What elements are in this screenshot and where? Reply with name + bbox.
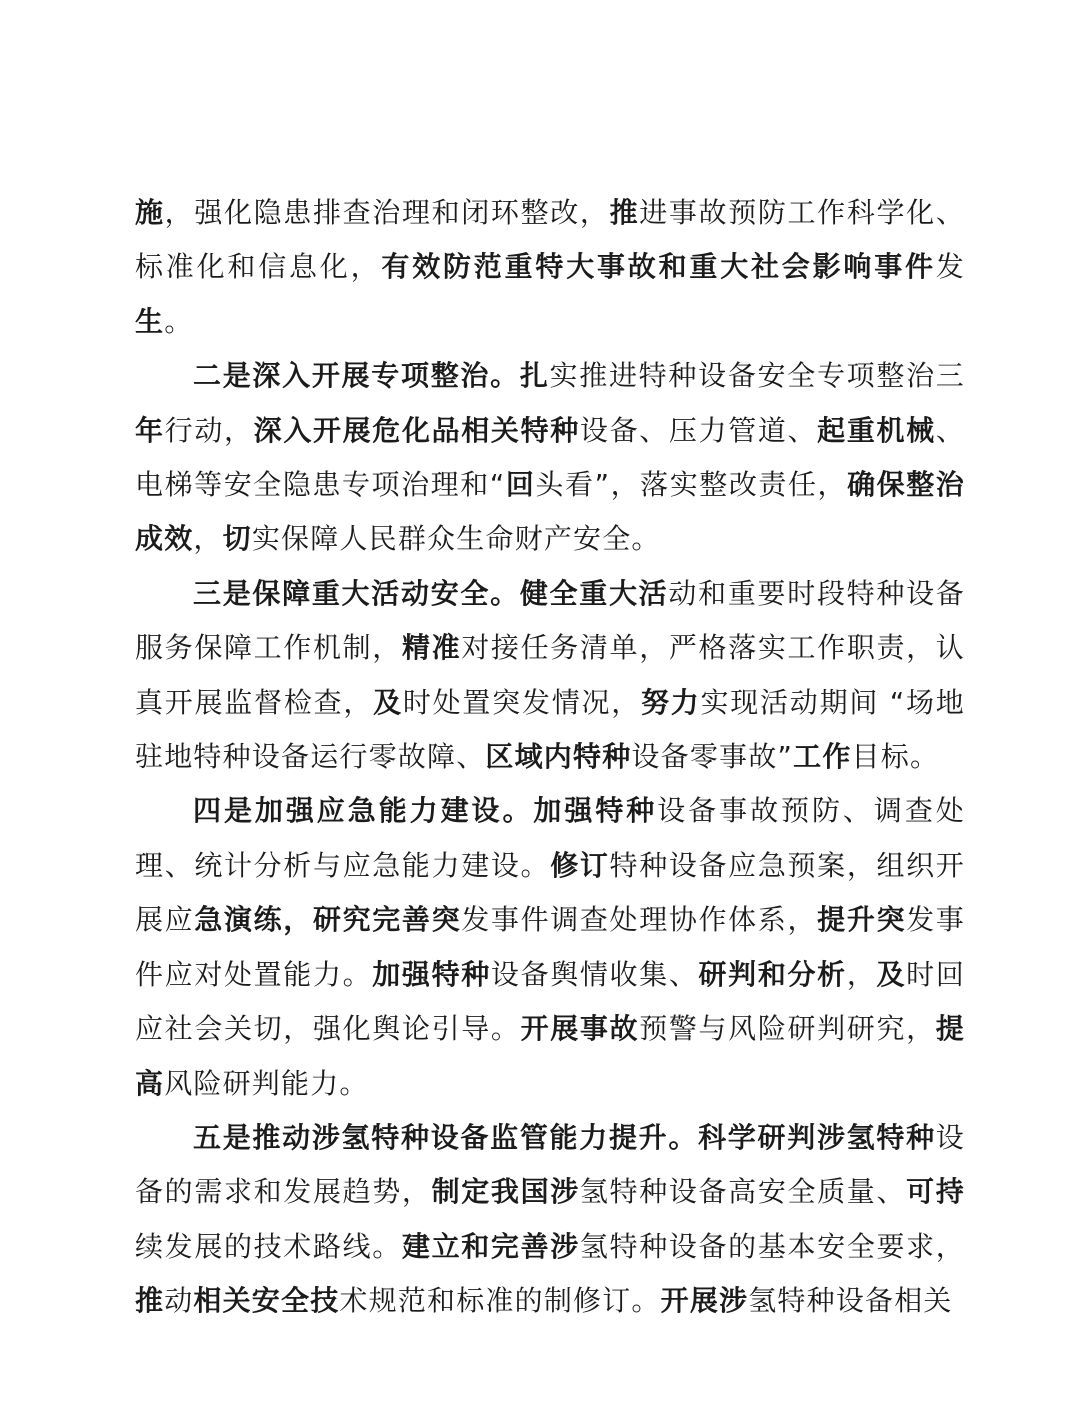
bold-text-segment: 年 [135,413,165,447]
paragraph [135,567,965,785]
bold-text-segment: 施 [135,196,165,229]
text-segment: 续发展的技术路线。 [135,1229,402,1263]
bold-text-segment: 生 [135,304,165,338]
bold-text-segment: 提升突 [817,903,907,937]
bold-text-segment: 四是加强应急能力建设。加强特种 [193,794,658,828]
bold-text-segment: 开展涉 [660,1284,749,1318]
text-segment: 进事故预防工作科学化、标准化和信息化， [135,196,966,284]
text-segment: ， [846,957,877,991]
text-segment: 动和重要时段特种设备服务保障工作机制， [135,576,965,665]
text-segment: 术规范和标准的制修订。 [339,1284,661,1318]
text-segment: 设备零事故” [631,740,794,774]
text-segment: 动 [164,1284,194,1318]
bold-text-segment: 起重机械 [817,413,936,447]
text-segment: 设备事故预防、调查处理、统计分析与应急能力建设。 [135,794,965,882]
bold-text-segment: 推 [135,1284,165,1318]
text-segment: 、电梯等安全隐患专项治理和“ [135,413,966,502]
bold-text-segment: 开展事故 [520,1012,640,1046]
text-segment: 行动， [164,413,254,447]
bold-text-segment: 加强特种 [372,957,491,991]
text-segment: 发 [935,250,965,284]
paragraph [135,349,965,567]
paragraph [135,1111,965,1329]
bold-text-segment: 急演练，研究完善突 [194,903,462,937]
text-segment: 风险研判能力。 [164,1066,369,1100]
text-segment: 发事件应对处置能力。 [135,903,965,991]
text-segment: 头看”，落实整改责任， [535,468,848,502]
text-segment: 发事件调查处理协作体系， [461,903,818,937]
text-segment: 时处置突发情况， [402,685,641,719]
bold-text-segment: 回 [505,468,536,502]
bold-text-segment: 及 [373,685,403,719]
bold-text-segment: 二是深入开展专项整治。扎 [193,359,550,393]
bold-text-segment: 科学研判涉氢特种 [698,1120,936,1154]
bold-text-segment: 确保整治成效 [135,468,965,556]
text-segment: 特种设备应急预案，组织开展应 [135,848,965,937]
bold-text-segment: 及 [876,957,907,991]
bold-text-segment: 可持 [906,1175,965,1209]
text-segment: 实现活动期间 “场地驻地特种设备运行零故障、 [135,685,965,774]
text-segment: 氢特种设备的基本安全要求， [579,1229,965,1263]
paragraph [135,186,965,349]
text-segment: 设备舆情收集、 [490,957,699,991]
bold-text-segment: 建立和完善涉 [401,1229,580,1263]
text-segment: 实保障人民群众生命财产安全。 [251,522,661,556]
text-segment: ， [193,522,223,556]
bold-text-segment: 五是推动涉氢特种设备监管能力提升。 [193,1120,699,1154]
text-segment: 设备的需求和发展趋势， [135,1120,965,1209]
bold-text-segment: 相关安全技 [193,1284,340,1318]
bold-text-segment: 区域内特种 [485,740,632,774]
bold-text-segment: 切 [222,522,252,556]
bold-text-segment: 努力 [640,685,701,719]
bold-text-segment: 推 [609,196,640,229]
bold-text-segment: 三是保障重大活动安全。健全重大活 [193,576,669,610]
text-segment: 时回应社会关切，强化舆论引导。 [135,957,966,1046]
text-segment: 。 [164,304,194,338]
bold-text-segment: 制定我国涉 [431,1175,580,1209]
bold-text-segment: 修订 [550,848,610,882]
text-segment: 设备、压力管道、 [579,413,818,447]
bold-text-segment: 深入开展危化品相关特种 [253,413,580,447]
text-segment: 目标。 [851,740,940,774]
text-segment: 实推进特种设备安全专项整治三 [549,359,965,393]
paragraph [135,784,965,1110]
text-segment: 对接任务清单，严格落实工作职责，认真开展监督检查， [135,631,966,719]
bold-text-segment: 有效防范重特大事故和重大社会影响事件 [381,250,936,284]
text-segment: 氢特种设备相关 [748,1284,953,1318]
text-segment: 预警与风险研判研究， [639,1012,936,1046]
document-body [135,186,965,1329]
text-segment: 氢特种设备高安全质量、 [579,1175,907,1209]
text-segment: ，强化隐患排查治理和闭环整改， [164,196,610,229]
bold-text-segment: 工作 [793,740,852,774]
bold-text-segment: 精准 [401,631,462,665]
bold-text-segment: 提高 [135,1012,965,1100]
bold-text-segment: 研判和分析 [698,957,847,991]
